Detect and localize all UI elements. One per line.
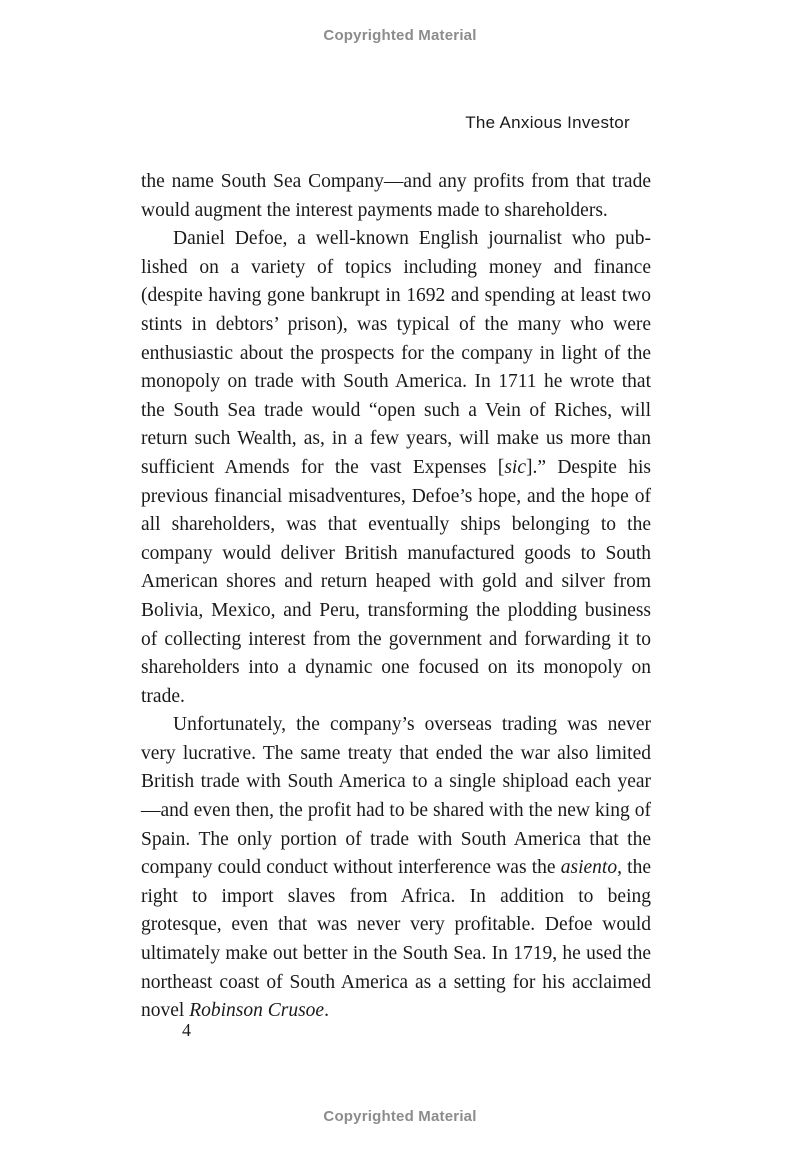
paragraph-2 <box>141 225 651 711</box>
paragraph-3 <box>141 711 651 1026</box>
paragraph-3-text-b: , the right to import slaves from Africa. In addition to being grotesque, even that was never very profitable. Defoe would ultimately make out better in the South Sea. In 1719, he used the northeast coast of South America as a setting for his acclaimed novel <box>141 857 651 1022</box>
paragraph-3-text-c: . <box>324 1000 329 1022</box>
page-number: 4 <box>182 1020 191 1040</box>
paragraph-2-text-a: Daniel Defoe, a well-known English journalist who published on a variety of topics including money and finance (despite having gone bankrupt in 1692 and spending at least two stints in debtors’ prison), was typical of the many who were enthusiastic about the prospects for the company in light of the monopoly on trade with South America. In 1711 he wrote that the South Sea trade would “open such a Vein of Riches, will return such Wealth, as, in a few years, will make us more than sufficient Amends for the vast Expenses [ <box>141 228 651 478</box>
paragraph-2-text-b: ].” Despite his previous financial misadventures, Defoe’s hope, and the hope of all shareholders, was that eventually ships belonging to the company would deliver British manufactured goods to South American shores and return heaped with gold and silver from Bolivia, Mexico, and Peru, transforming the plodding business of collecting interest from the government and forwarding it to shareholders into a dynamic one focused on its monopoly on trade. <box>141 456 651 707</box>
running-head: The Anxious Investor <box>465 113 630 132</box>
body-text <box>141 168 651 1026</box>
asiento-italic: asiento <box>560 857 618 879</box>
copyright-watermark-bottom: Copyrighted Material <box>323 1108 477 1125</box>
novel-title-italic: Robinson Crusoe <box>189 1000 325 1022</box>
paragraph-1: the name South Sea Company—and any profits from that trade would augment the interest payments made to shareholders. <box>141 171 651 221</box>
paragraph-3-text-a: Unfortunately, the company’s overseas trading was never very lucrative. The same treaty that ended the war also limited British trade with South America to a single shipload each year—and even then, the profit had to be shared with the new king of Spain. The only portion of trade with South America that the company could conduct without interference was the <box>141 714 651 879</box>
sic-italic: sic <box>504 456 526 478</box>
copyright-watermark-top: Copyrighted Material <box>323 27 477 44</box>
